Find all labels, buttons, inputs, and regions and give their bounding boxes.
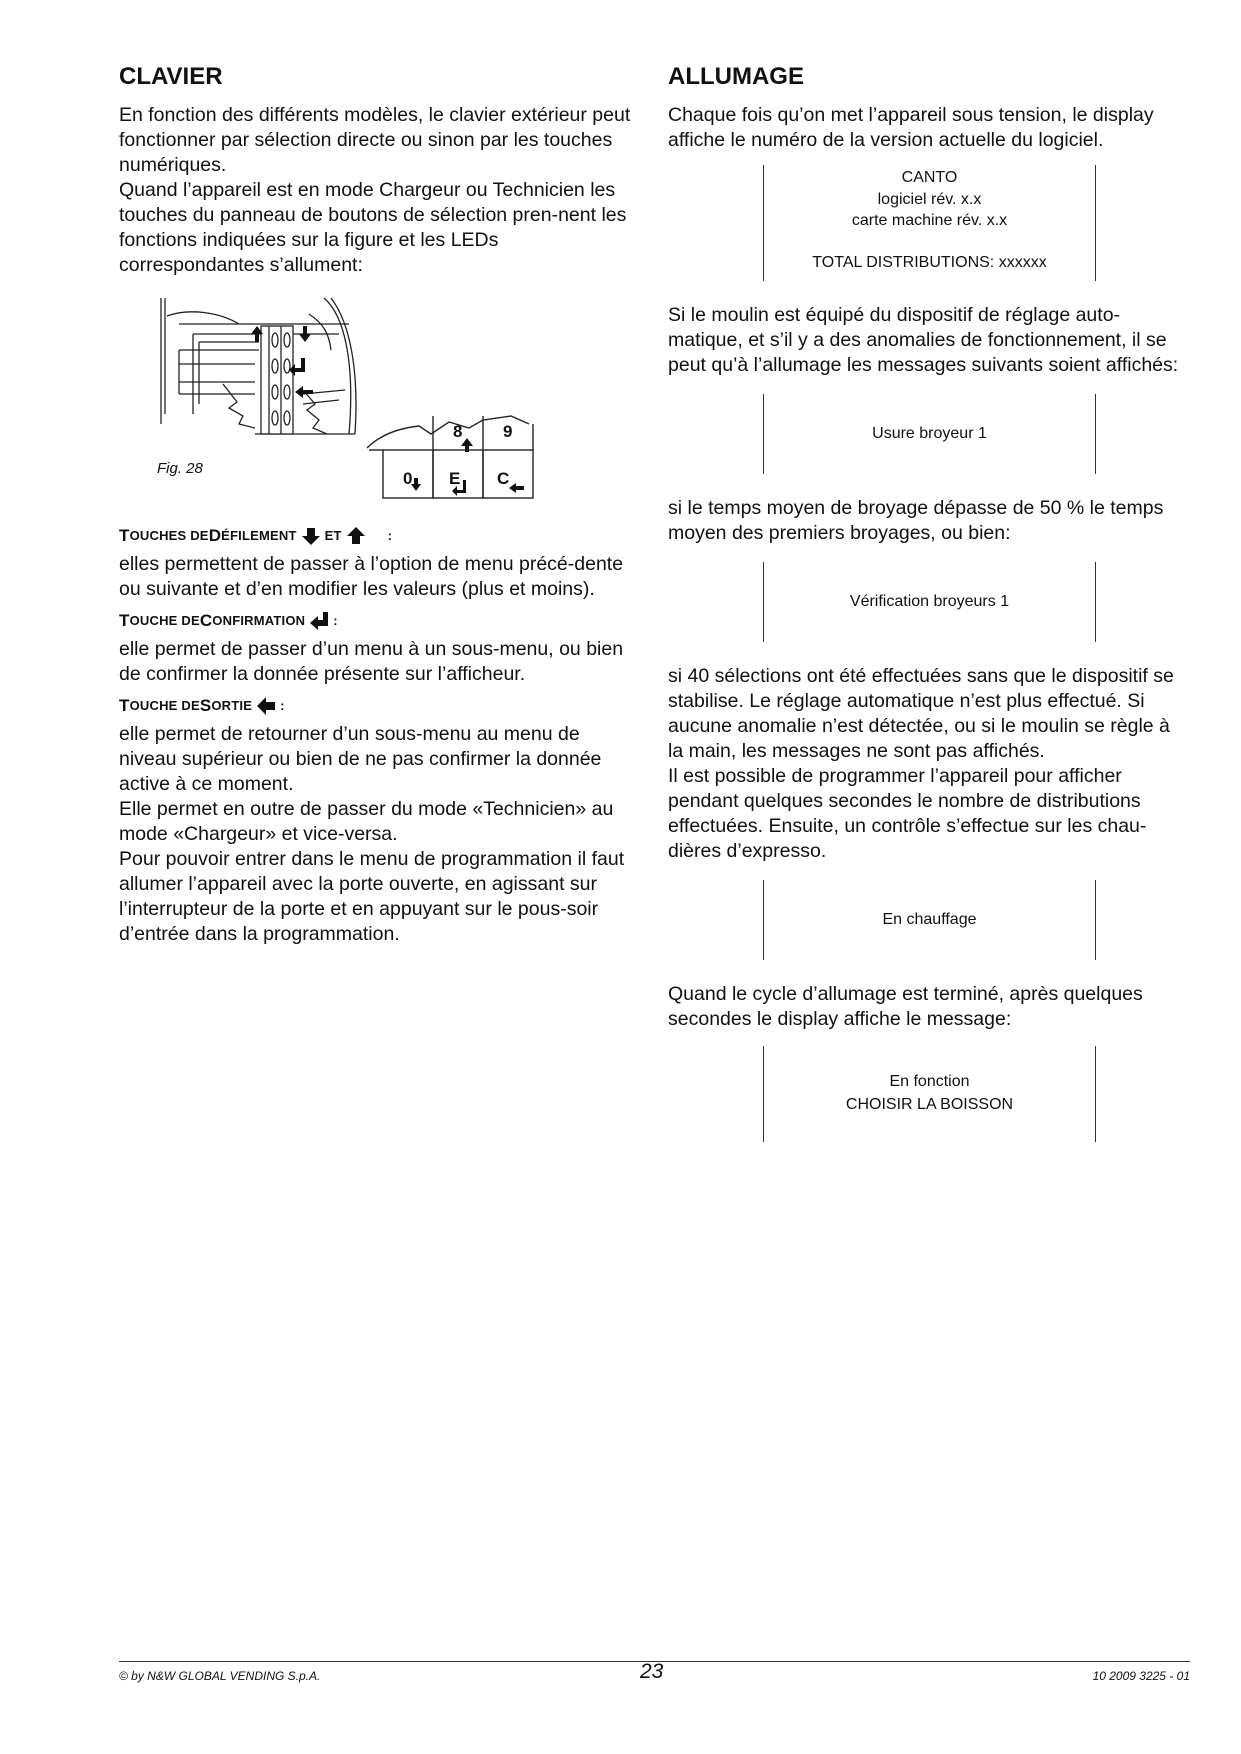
display-en-chauffage xyxy=(763,880,1096,960)
display-line: CANTO xyxy=(901,169,958,186)
heading-cap: D xyxy=(208,526,222,545)
allumage-distributions-text: Il est possible de programmer l’appareil pour afficher pendant quelques secondes le nombre de distributions effectuées. Ensuite, un contrôle s’effectue sur les chau-dières d’expresso. xyxy=(668,765,1147,862)
heading-text: ET xyxy=(324,528,342,543)
exit-key-text-3: Pour pouvoir entrer dans le menu de programmation il faut allumer l’appareil avec la porte ouverte, en agissant sur l’interrupteur de la porte et en appuyant sur le pous-soir d’entrée dans la programmation. xyxy=(119,848,625,945)
heading-colon: : xyxy=(387,528,393,543)
right-column xyxy=(668,62,1190,1142)
heading-colon: : xyxy=(280,698,285,713)
allumage-broyage-text: si le temps moyen de broyage dépasse de 50 % le temps moyen des premiers broyages, ou bien: xyxy=(668,497,1164,544)
heading-text: ÉFILEMENT xyxy=(221,528,297,543)
allumage-anomalies-text: Si le moulin est équipé du dispositif de réglage auto-matique, et s’il y a des anomalies de fonctionnement, il se peut qu’à l’allumage les messages suivants soient affichés: xyxy=(668,304,1179,376)
heading-cap: T xyxy=(119,611,130,630)
section-title-clavier: CLAVIER xyxy=(119,63,223,90)
exit-key-text: elle permet de retourner d’un sous-menu au menu de niveau supérieur ou bien de ne pas confirmer la donnée active à ce moment. xyxy=(119,723,602,795)
heading-cap: C xyxy=(199,611,213,630)
display-line: Usure broyeur 1 xyxy=(872,425,987,442)
heading-cap: T xyxy=(119,696,130,715)
heading-text: OUCHES DE xyxy=(129,528,209,543)
keyboard-figure xyxy=(119,294,589,522)
arrow-down-icon xyxy=(301,526,321,546)
left-column xyxy=(119,62,634,947)
allumage-selections-text: si 40 sélections ont été effectuées sans que le dispositif se stabilise. Le réglage automatique n’est plus effectué. Si aucune anomalie n’est détectée, ou si le moulin se règle à la main, les messages ne sont pas affichés. xyxy=(668,665,1174,762)
scroll-keys-heading xyxy=(119,524,634,548)
display-software-version xyxy=(763,165,1096,281)
display-verification-broyeurs xyxy=(763,562,1096,642)
confirm-key-heading xyxy=(119,609,634,633)
key-e-label: E xyxy=(449,469,461,488)
display-line: carte machine rév. x.x xyxy=(851,212,1008,229)
scroll-keys-text: elles permettent de passer à l’option de menu précé-dente ou suivante et d’en modifier les valeurs (plus et moins). xyxy=(119,553,624,600)
footer-reference: 10 2009 3225 - 01 xyxy=(1092,1669,1190,1683)
footer-copyright: © by N&W GLOBAL VENDING S.p.A. xyxy=(119,1669,321,1683)
display-line: TOTAL DISTRIBUTIONS: xxxxxx xyxy=(812,254,1047,271)
key-0-label: 0 xyxy=(403,469,413,488)
confirm-key-text: elle permet de passer d’un menu à un sous-menu, ou bien de confirmer la donnée présente sur l’afficheur. xyxy=(119,638,624,685)
display-line: logiciel rév. x.x xyxy=(877,191,982,208)
heading-text: OUCHE DE xyxy=(129,613,200,628)
exit-key-text-2: Elle permet en outre de passer du mode «Technicien» au mode «Chargeur» et vice-versa. xyxy=(119,798,614,845)
allumage-end-cycle-text: Quand le cycle d’allumage est terminé, après quelques secondes le display affiche le message: xyxy=(668,983,1143,1030)
arrow-up-icon xyxy=(346,526,366,546)
arrow-left-icon xyxy=(256,696,276,716)
display-line: En fonction xyxy=(889,1073,970,1090)
heading-cap: S xyxy=(199,696,212,715)
heading-colon: : xyxy=(333,613,338,628)
keyboard-drawing xyxy=(119,294,589,522)
heading-text: ORTIE xyxy=(211,698,253,713)
section-title-allumage: ALLUMAGE xyxy=(668,63,804,90)
display-line: En chauffage xyxy=(882,911,977,928)
enter-arrow-icon xyxy=(309,611,329,631)
heading-text: OUCHE DE xyxy=(129,698,200,713)
clavier-intro-2: Quand l’appareil est en mode Chargeur ou Technicien les touches du panneau de boutons de sélection pren-nent les fonctions indiquées sur la figure et les LEDs correspondantes s’allument: xyxy=(119,179,627,276)
display-usure-broyeur xyxy=(763,394,1096,474)
figure-caption: Fig. 28 xyxy=(157,460,203,477)
allumage-intro: Chaque fois qu’on met l’appareil sous tension, le display affiche le numéro de la version actuelle du logiciel. xyxy=(668,104,1154,151)
key-c-label: C xyxy=(497,469,510,488)
heading-cap: T xyxy=(119,526,130,545)
display-en-fonction xyxy=(763,1046,1096,1142)
page-number: 23 xyxy=(640,1660,664,1683)
display-line: CHOISIR LA BOISSON xyxy=(845,1096,1014,1113)
key-8-label: 8 xyxy=(453,422,463,441)
display-line: Vérification broyeurs 1 xyxy=(849,593,1010,610)
clavier-intro: En fonction des différents modèles, le clavier extérieur peut fonctionner par sélection directe ou sinon par les touches numériques. xyxy=(119,104,631,176)
heading-text: ONFIRMATION xyxy=(212,613,306,628)
exit-key-heading xyxy=(119,694,634,718)
key-9-label: 9 xyxy=(503,422,513,441)
